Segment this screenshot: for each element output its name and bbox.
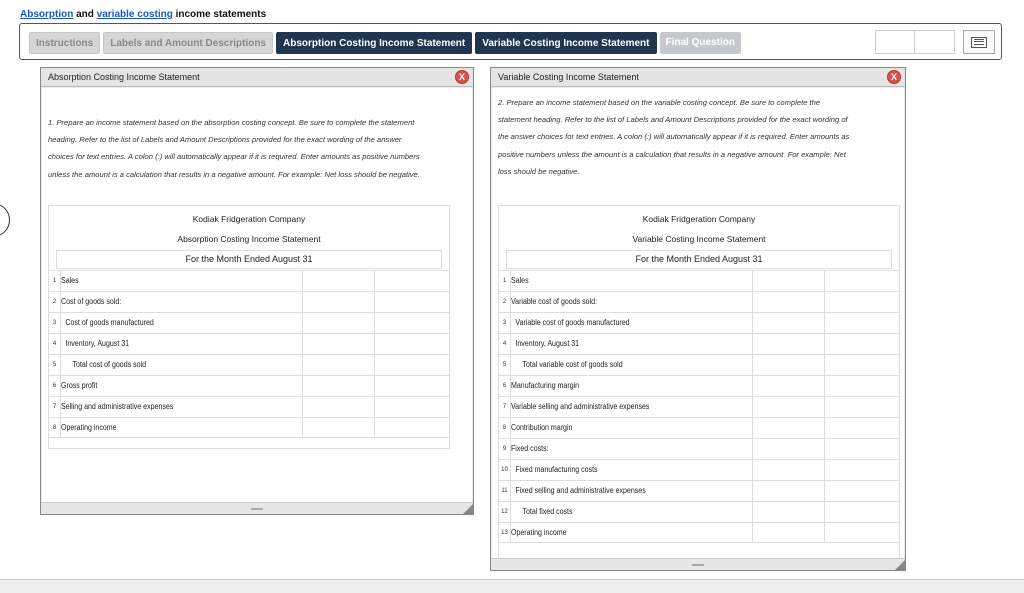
tab-variable-costing-income-statement[interactable]: Variable Costing Income Statement (475, 32, 656, 54)
amount-input-1[interactable] (752, 397, 824, 417)
row-label-select[interactable]: Total variable cost of goods sold (522, 360, 623, 369)
row-label-select[interactable]: Gross profit (61, 381, 98, 390)
absorption-panel-body (42, 88, 472, 502)
tab-final-question[interactable]: Final Question (660, 32, 741, 54)
title-and: and (73, 9, 97, 20)
variable-table-row (499, 333, 899, 354)
nav-boxes (875, 30, 955, 54)
tab-instructions[interactable]: Instructions (29, 32, 100, 54)
row-label-select[interactable]: Variable selling and administrative expenses (511, 402, 650, 411)
absorption-statement (48, 205, 450, 449)
row-number: 6 (49, 376, 61, 396)
row-label-select[interactable]: Inventory, August 31 (65, 339, 130, 348)
row-number: 5 (499, 355, 511, 375)
amount-input-2[interactable] (374, 313, 449, 333)
amount-input-1[interactable] (752, 439, 824, 459)
amount-input-2[interactable] (824, 523, 899, 543)
row-number: 7 (49, 397, 61, 417)
absorption-table-row (49, 417, 449, 438)
list-icon (971, 37, 987, 48)
amount-input-2[interactable] (374, 292, 449, 312)
absorption-panel-title: Absorption Costing Income Statement (48, 72, 200, 82)
amount-input-1[interactable] (752, 271, 824, 291)
row-label-select[interactable]: Contribution margin (511, 423, 573, 432)
row-number: 4 (499, 334, 511, 354)
variable-table-row (499, 396, 899, 417)
amount-input-2[interactable] (824, 418, 899, 438)
variable-table-row (499, 501, 899, 522)
amount-input-2[interactable] (824, 355, 899, 375)
absorption-statement-name: Absorption Costing Income Statement (177, 234, 321, 244)
instruction-line: choices for text entries. A colon (:) will automatically appear if it is required. Enter amounts as positive numbers (48, 152, 420, 162)
amount-input-1[interactable] (752, 376, 824, 396)
next-nav-box[interactable] (915, 30, 955, 54)
amount-input-1[interactable] (752, 334, 824, 354)
amount-input-2[interactable] (824, 376, 899, 396)
amount-input-2[interactable] (374, 397, 449, 417)
row-number: 4 (49, 334, 61, 354)
amount-input-2[interactable] (374, 418, 449, 438)
instruction-line: positive numbers unless the amount is a calculation that results in a negative amount. For example: Net (498, 149, 846, 159)
variable-table-row (499, 375, 899, 396)
amount-input-2[interactable] (824, 397, 899, 417)
variable-costing-link[interactable]: variable costing (96, 9, 173, 20)
variable-table-row (499, 312, 899, 333)
row-label-select[interactable]: Operating income (511, 528, 567, 537)
amount-input-1[interactable] (302, 418, 374, 438)
row-number: 2 (49, 292, 61, 312)
row-number: 13 (499, 523, 511, 543)
variable-table-row (499, 480, 899, 501)
variable-table-row (499, 438, 899, 459)
absorption-rows (49, 270, 449, 438)
row-number: 1 (49, 271, 61, 291)
amount-input-1[interactable] (752, 355, 824, 375)
prev-nav-box[interactable] (875, 30, 915, 54)
variable-table-row (499, 522, 899, 543)
instruction-line: the answer choices for text entries. A colon (:) will automatically appear if it is required. Enter amounts as (498, 132, 850, 142)
variable-resize-corner[interactable] (895, 560, 905, 570)
instruction-line: 2. Prepare an income statement based on the variable costing concept. Be sure to complete the (498, 98, 821, 107)
variable-panel-title: Variable Costing Income Statement (498, 72, 639, 82)
absorption-panel (40, 67, 474, 515)
instruction-line: unless the amount is a calculation that results in a negative amount. For example: Net loss should be negative. (48, 169, 420, 179)
tab-absorption-costing-income-statement[interactable]: Absorption Costing Income Statement (276, 32, 472, 54)
amount-input-1[interactable] (752, 313, 824, 333)
amount-input-2[interactable] (374, 271, 449, 291)
amount-input-1[interactable] (302, 271, 374, 291)
amount-input-2[interactable] (824, 271, 899, 291)
variable-table-row (499, 459, 899, 480)
absorption-panel-header[interactable] (41, 68, 473, 87)
variable-period[interactable]: For the Month Ended August 31 (506, 250, 892, 269)
absorption-table-row (49, 270, 449, 291)
amount-input-1[interactable] (302, 334, 374, 354)
amount-input-1[interactable] (752, 460, 824, 480)
amount-input-2[interactable] (824, 481, 899, 501)
amount-input-1[interactable] (752, 418, 824, 438)
row-number: 8 (49, 418, 61, 438)
row-number: 2 (499, 292, 511, 312)
row-label-select[interactable]: Inventory, August 31 (515, 339, 580, 348)
absorption-table-row (49, 375, 449, 396)
instruction-line: statement heading. Refer to the list of Labels and Amount Descriptions provided for the exact wording of (498, 115, 848, 125)
amount-input-1[interactable] (752, 481, 824, 501)
absorption-table-row (49, 354, 449, 375)
row-number: 10 (499, 460, 511, 480)
tab-labels-and-amount-descriptions[interactable]: Labels and Amount Descriptions (103, 32, 273, 54)
amount-input-2[interactable] (374, 334, 449, 354)
row-label-select[interactable]: Manufacturing margin (511, 381, 580, 390)
absorption-close-icon[interactable]: X (455, 70, 469, 84)
variable-panel-footer (491, 558, 905, 570)
instruction-line: heading. Refer to the list of Labels and Amount Descriptions provided for the exact wording of the answer (48, 135, 402, 145)
absorption-link[interactable]: Absorption (20, 9, 74, 20)
absorption-table-row (49, 312, 449, 333)
instruction-line: loss should be negative. (498, 166, 580, 176)
row-label-select[interactable]: Sales (61, 276, 79, 285)
amount-input-1[interactable] (752, 292, 824, 312)
amount-input-1[interactable] (752, 523, 824, 543)
amount-input-2[interactable] (824, 313, 899, 333)
absorption-company-name: Kodiak Fridgeration Company (192, 214, 306, 224)
amount-input-2[interactable] (824, 460, 899, 480)
absorption-table-row (49, 396, 449, 417)
absorption-resize-corner[interactable] (463, 504, 473, 514)
amount-input-1[interactable] (302, 355, 374, 375)
absorption-panel-footer (41, 502, 473, 514)
tab-bar (19, 23, 1002, 60)
absorption-period[interactable]: For the Month Ended August 31 (56, 250, 442, 269)
variable-resize-grip[interactable] (692, 564, 704, 566)
variable-close-icon[interactable]: X (887, 70, 901, 84)
variable-table-row (499, 354, 899, 375)
row-number: 7 (499, 397, 511, 417)
amount-input-1[interactable] (302, 397, 374, 417)
row-number: 5 (49, 355, 61, 375)
row-number: 8 (499, 418, 511, 438)
row-label-select[interactable]: Total cost of goods sold (72, 360, 147, 369)
amount-input-2[interactable] (824, 439, 899, 459)
row-number: 6 (499, 376, 511, 396)
instruction-line: 1. Prepare an income statement based on the absorption costing concept. Be sure to complete the statement (48, 118, 415, 127)
row-number: 11 (499, 481, 511, 501)
variable-instructions (498, 94, 849, 180)
absorption-resize-grip[interactable] (251, 508, 263, 510)
side-circle[interactable] (0, 203, 10, 237)
row-number: 3 (499, 313, 511, 333)
amount-input-2[interactable] (824, 334, 899, 354)
row-number: 3 (49, 313, 61, 333)
variable-table-row (499, 417, 899, 438)
absorption-table-row (49, 333, 449, 354)
amount-input-1[interactable] (302, 292, 374, 312)
row-label-select[interactable]: Fixed costs: (511, 444, 549, 453)
title-suffix: income statements (172, 9, 267, 20)
variable-panel-body (492, 88, 904, 558)
absorption-table-row (49, 291, 449, 312)
absorption-instructions (48, 114, 420, 183)
row-label-select[interactable]: Cost of goods sold: (61, 297, 122, 306)
amount-input-2[interactable] (374, 376, 449, 396)
variable-statement (498, 205, 900, 560)
variable-table-row (499, 291, 899, 312)
row-label-select[interactable]: Variable cost of goods manufactured (515, 318, 630, 327)
variable-table-row (499, 270, 899, 291)
row-number: 9 (499, 439, 511, 459)
row-label-select[interactable]: Total fixed costs (522, 507, 573, 516)
row-label-select[interactable]: Operating income (61, 423, 117, 432)
row-label-select[interactable]: Fixed selling and administrative expenses (515, 486, 646, 495)
variable-rows (499, 270, 899, 543)
variable-panel-header[interactable] (491, 68, 905, 87)
amount-input-1[interactable] (302, 313, 374, 333)
bottom-bar (0, 579, 1024, 593)
tabs (29, 32, 741, 54)
amount-input-1[interactable] (752, 502, 824, 522)
row-label-select[interactable]: Cost of goods manufactured (65, 318, 154, 327)
variable-statement-name: Variable Costing Income Statement (632, 234, 766, 244)
amount-input-1[interactable] (302, 376, 374, 396)
row-label-select[interactable]: Variable cost of goods sold: (511, 297, 597, 306)
amount-input-2[interactable] (824, 292, 899, 312)
row-label-select[interactable]: Fixed manufacturing costs (515, 465, 598, 474)
amount-input-2[interactable] (374, 355, 449, 375)
amount-input-2[interactable] (824, 502, 899, 522)
page-title (20, 9, 266, 20)
row-label-select[interactable]: Selling and administrative expenses (61, 402, 174, 411)
variable-panel (490, 67, 906, 571)
row-number: 1 (499, 271, 511, 291)
row-number: 12 (499, 502, 511, 522)
menu-button[interactable] (963, 30, 995, 54)
variable-company-name: Kodiak Fridgeration Company (642, 214, 756, 224)
row-label-select[interactable]: Sales (511, 276, 529, 285)
